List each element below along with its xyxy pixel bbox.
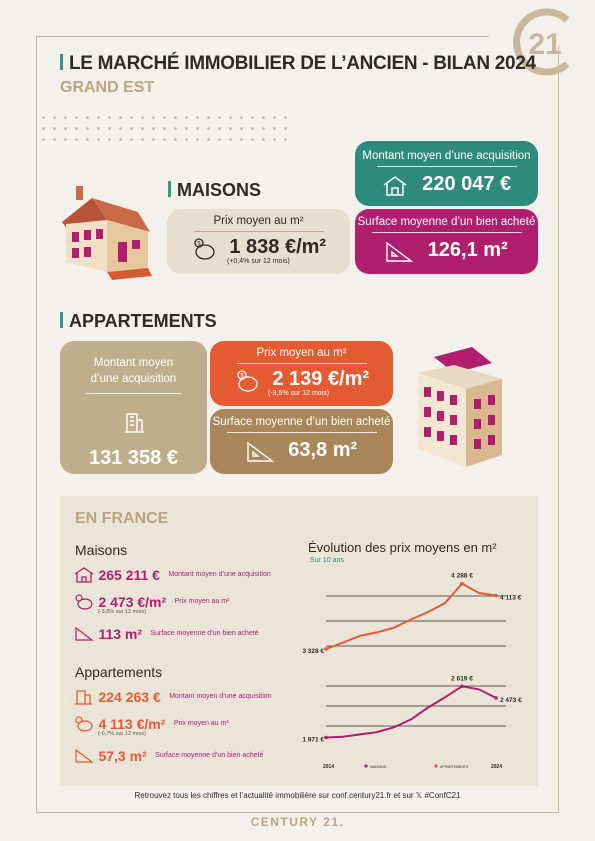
x-tick-label: 2014 <box>323 764 335 770</box>
data-point <box>324 647 328 651</box>
maisons-prix-label: Prix moyen au m² <box>213 215 304 227</box>
maisons-prix-value: 1 838 €/m² <box>229 236 327 258</box>
svg-text:$: $ <box>240 373 244 380</box>
appart-prix-card <box>210 341 393 406</box>
maisons-acquisition-value: 220 047 € <box>422 173 512 195</box>
maisons-acquisition-label: Montant moyen d’une acquisition <box>362 150 531 162</box>
house-icon <box>74 567 94 583</box>
apartment-building-illustration <box>412 345 512 470</box>
data-point <box>324 736 328 740</box>
france-appart-acquisition: 224 263 € Montant moyen d’une acquisition <box>74 688 272 706</box>
piggy-bank-icon <box>74 716 94 732</box>
data-label: 2 473 € <box>500 696 522 704</box>
house-illustration <box>52 180 152 280</box>
svg-text:$: $ <box>197 241 201 248</box>
france-appartements-title: Appartements <box>75 664 163 680</box>
appart-surface-value: 63,8 m² <box>288 439 358 461</box>
france-maisons-surface: 113 m² Surface moyenne d’un bien acheté <box>74 625 259 643</box>
house-icon <box>382 175 408 197</box>
set-square-icon <box>385 241 413 263</box>
appartements-heading: APPARTEMENTS <box>60 311 217 332</box>
decorative-dots <box>38 112 288 146</box>
data-point <box>460 582 464 586</box>
maisons-surface-label: Surface moyenne d’un bien acheté <box>357 216 536 228</box>
maisons-surface-card <box>355 209 538 274</box>
set-square-icon <box>74 748 94 764</box>
footer-text: Retrouvez tous les chiffres et l’actualité immobilière sur conf.century21.fr et sur 𝕏 #ConfC21 <box>134 791 461 800</box>
appart-surface-label: Surface moyenne d’un bien acheté <box>212 416 391 428</box>
legend-marker <box>434 764 437 767</box>
legend-label: APPARTEMENTS <box>440 765 469 769</box>
region-subtitle: GRAND EST <box>60 79 155 96</box>
svg-text:21: 21 <box>528 28 562 61</box>
brand-name: CENTURY 21. <box>250 815 345 829</box>
france-maisons-acquisition: 265 211 € Montant moyen d’une acquisition <box>74 566 271 584</box>
appart-acquisition-label: Montant moyen d’une acquisition <box>90 357 177 385</box>
piggy-bank-icon <box>234 369 260 393</box>
maisons-heading: MAISONS <box>168 180 261 201</box>
x-tick-label: 2024 <box>491 764 503 770</box>
france-maisons-prix: 2 473 €/m² Prix moyen au m² (-3,8% sur 12 mois) <box>74 593 229 615</box>
series-line-appartements <box>326 584 496 649</box>
building-icon <box>122 410 146 434</box>
appart-acquisition-value: 131 358 € <box>89 447 178 469</box>
data-point <box>460 685 464 689</box>
series-line-maisons <box>326 686 496 737</box>
france-appart-surface: 57,3 m² Surface moyenne d’un bien acheté <box>74 747 263 765</box>
set-square-icon <box>246 441 274 463</box>
page-title: LE MARCHÉ IMMOBILIER DE L’ANCIEN - BILAN 2024 <box>60 53 536 75</box>
data-point <box>494 594 498 598</box>
france-panel <box>60 496 538 786</box>
maisons-acquisition-card <box>355 141 538 206</box>
appart-prix-label: Prix moyen au m² <box>256 347 347 359</box>
set-square-icon <box>74 626 94 642</box>
france-heading: EN FRANCE <box>75 510 169 527</box>
legend-marker <box>364 764 367 767</box>
appart-acquisition-card <box>60 341 207 474</box>
piggy-bank-icon <box>191 237 217 261</box>
data-label: 4 113 € <box>500 594 522 602</box>
maisons-surface-value: 126,1 m² <box>427 239 508 261</box>
maisons-prix-card <box>167 209 350 274</box>
data-point <box>494 696 498 700</box>
data-label: 4 288 € <box>451 572 473 580</box>
chart-subtitle: Sur 10 ans <box>310 557 344 564</box>
france-maisons-title: Maisons <box>75 542 128 558</box>
data-label: 3 328 € <box>302 647 324 655</box>
building-icon <box>74 689 94 705</box>
france-appart-prix: 4 113 €/m² Prix moyen au m² (-0,7% sur 12 mois) <box>74 715 229 737</box>
appart-prix-note: (-3,5% sur 12 mois) <box>268 389 330 397</box>
appart-prix-value: 2 139 €/m² <box>272 368 370 390</box>
data-label: 2 619 € <box>451 675 473 683</box>
data-label: 1 971 € <box>302 736 324 744</box>
chart-title: Évolution des prix moyens en m² <box>308 540 497 555</box>
piggy-bank-icon <box>74 594 94 610</box>
price-evolution-chart <box>296 566 536 776</box>
appart-surface-card <box>210 409 393 474</box>
maisons-prix-note: (+0,4% sur 12 mois) <box>227 257 290 265</box>
legend-label: MAISONS <box>370 765 387 769</box>
